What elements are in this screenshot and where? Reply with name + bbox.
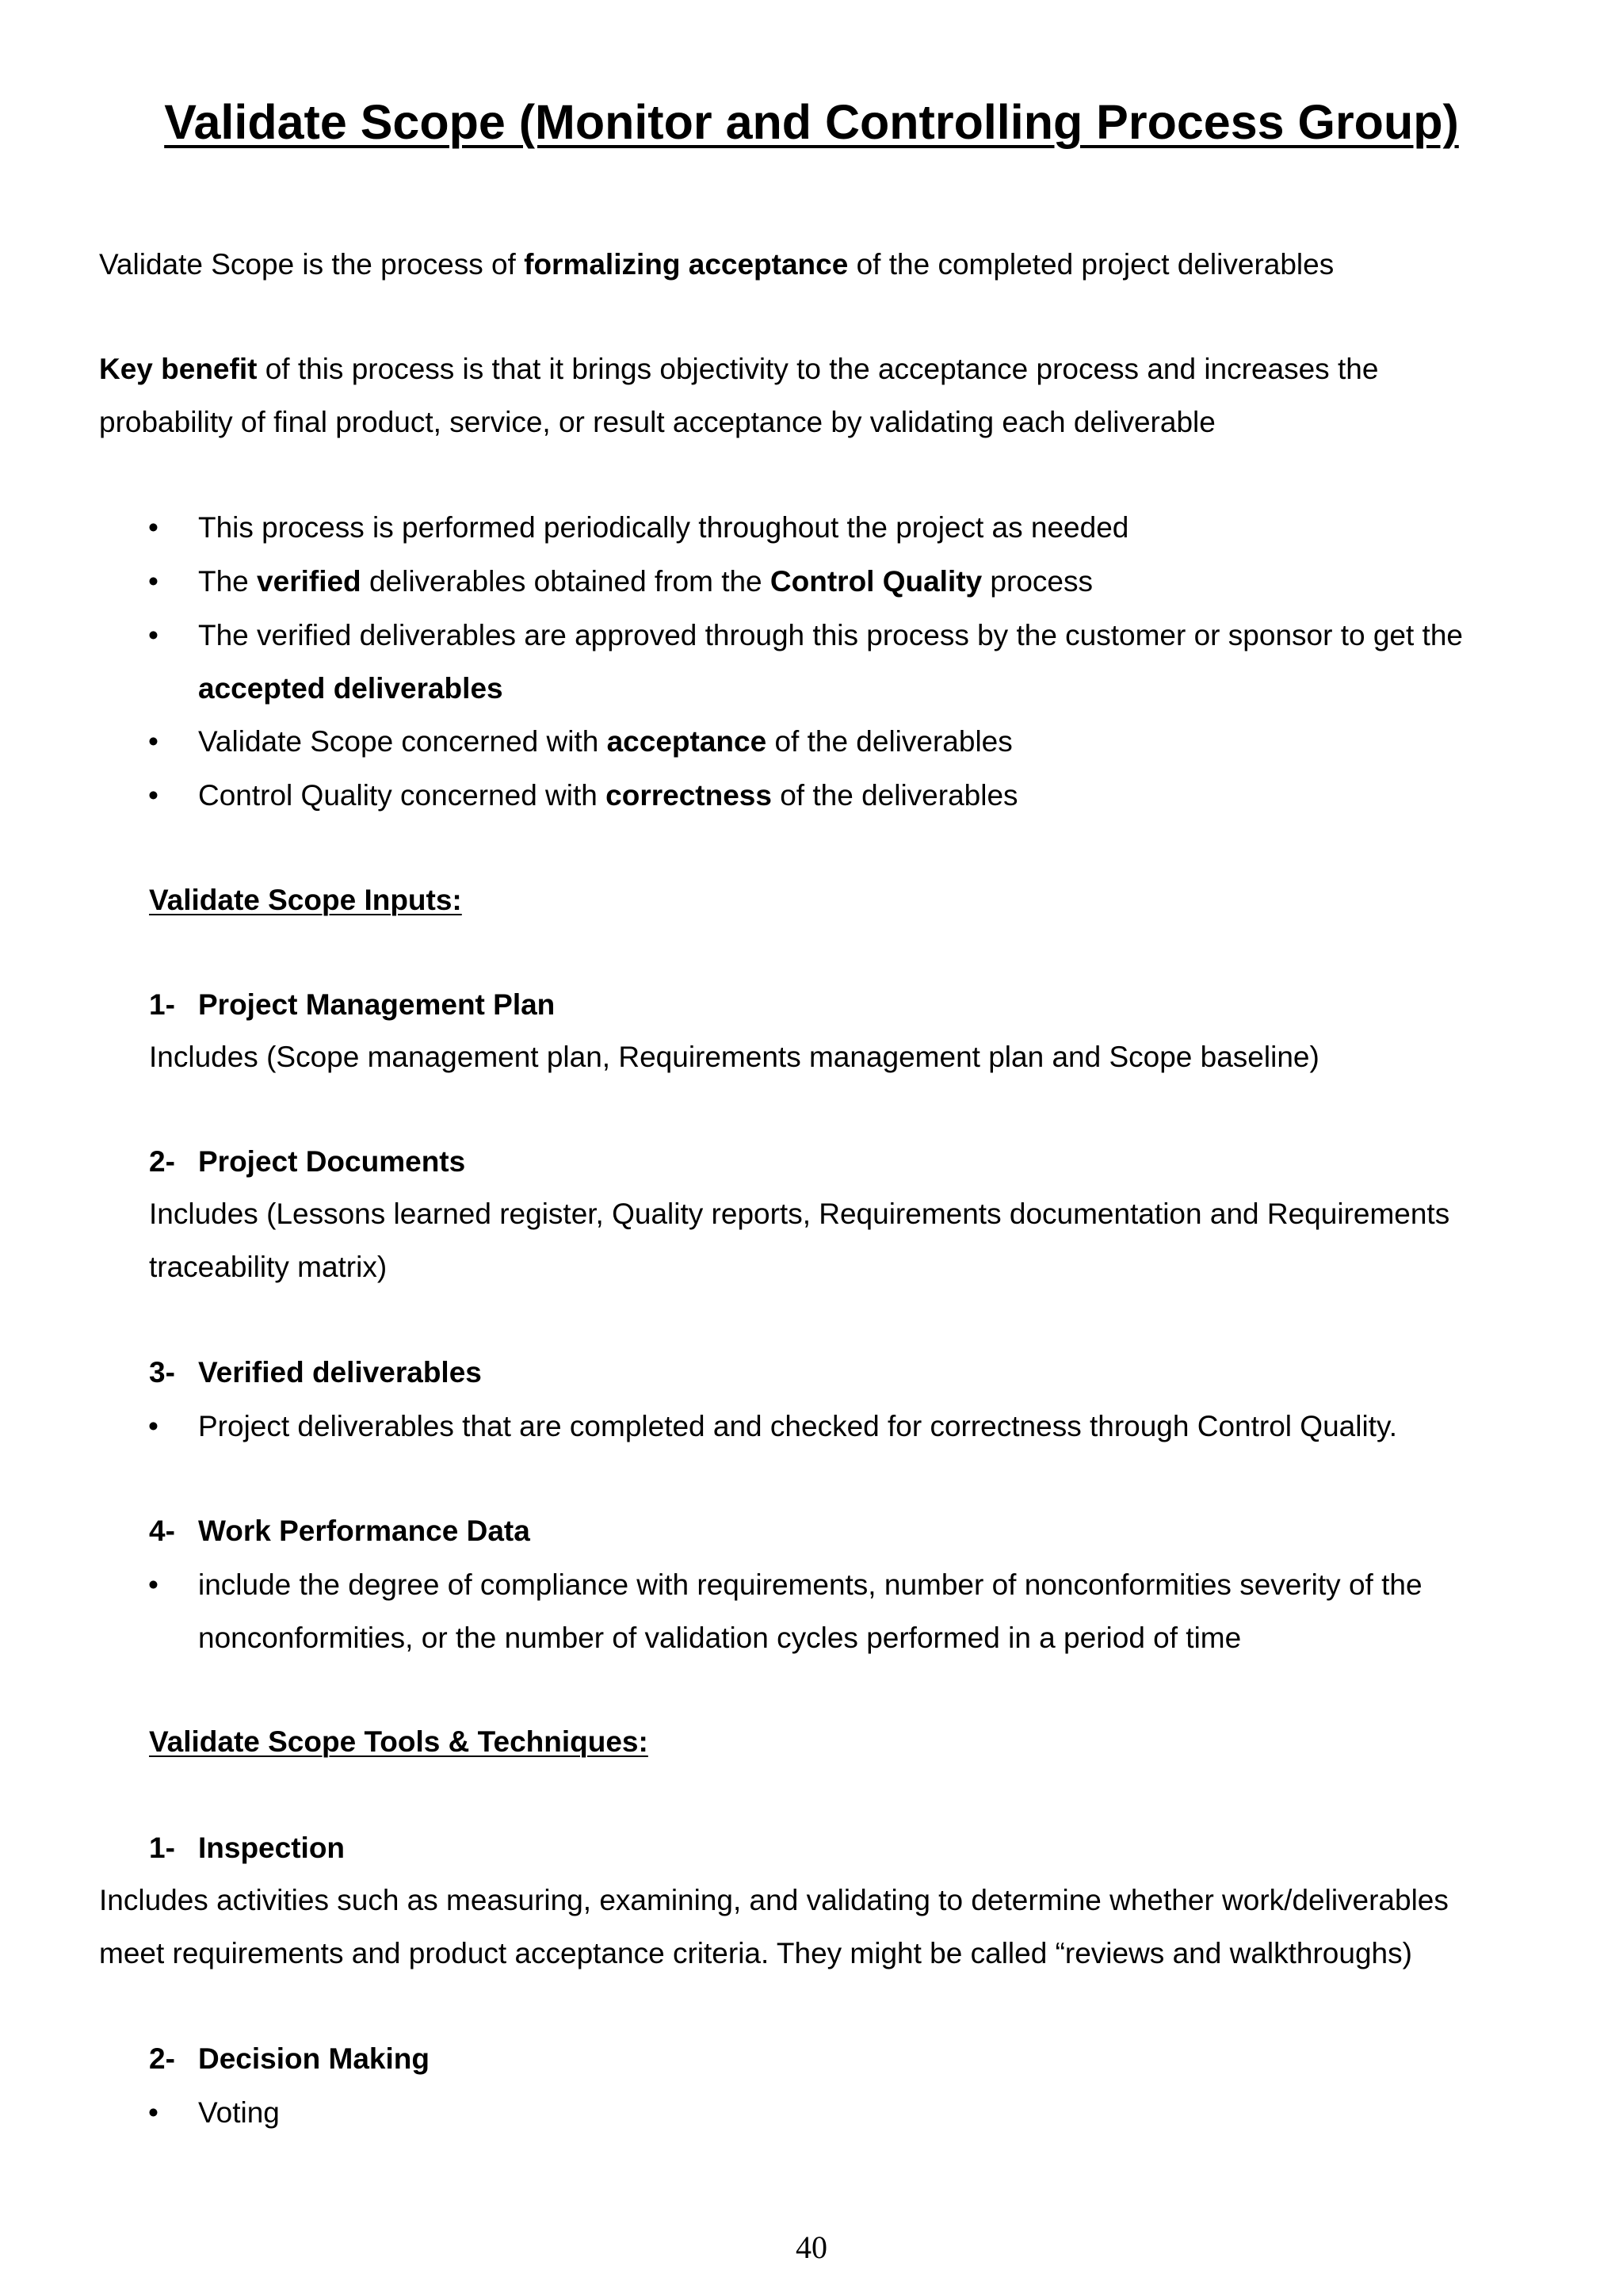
- item-text: Includes (Lessons learned register, Quality reports, Requirements documentation and Requirements traceability matrix): [149, 1198, 1450, 1283]
- bullet-marker: •: [148, 565, 158, 598]
- bullet-item-2: The verified deliverables obtained from the Control Quality process: [198, 565, 1093, 598]
- bullet-marker: •: [148, 511, 158, 544]
- bullet-item-4: Validate Scope concerned with acceptance of the deliverables: [198, 725, 1013, 758]
- item-bullet: include the degree of compliance with requirements, number of nonconformities severity of the nonconformities, or the number of validation cycles performed in a period of time: [198, 1568, 1423, 1654]
- item-number: 4-: [149, 1515, 175, 1547]
- section-heading-inputs: Validate Scope Inputs:: [149, 884, 462, 916]
- item-title: Inspection: [198, 1832, 346, 1864]
- item-number: 2-: [149, 2042, 175, 2075]
- item-bullet: Voting: [198, 2096, 280, 2129]
- item-number: 3-: [149, 1356, 175, 1389]
- item-title: Project Management Plan: [198, 988, 556, 1021]
- item-number: 1-: [149, 1832, 175, 1864]
- item-number: 1-: [149, 988, 175, 1021]
- bullet-marker: •: [148, 2096, 158, 2129]
- item-text: Includes (Scope management plan, Requirements management plan and Scope baseline): [149, 1041, 1319, 1073]
- item-title: Decision Making: [198, 2042, 430, 2075]
- bullet-marker: •: [148, 1568, 158, 1601]
- item-text: Includes activities such as measuring, examining, and validating to determine whether work/deliverables meet requirements and product acceptance criteria. They might be called “reviews and walkthroughs): [99, 1884, 1449, 1969]
- bullet-item-5: Control Quality concerned with correctness of the deliverables: [198, 779, 1018, 812]
- item-title: Project Documents: [198, 1145, 466, 1178]
- item-bullet: Project deliverables that are completed and checked for correctness through Control Quality.: [198, 1410, 1397, 1442]
- bullet-item-1: This process is performed periodically throughout the project as needed: [198, 511, 1129, 544]
- intro-paragraph-1: Validate Scope is the process of formalizing acceptance of the completed project deliverables: [99, 248, 1335, 281]
- item-title: Work Performance Data: [198, 1515, 530, 1547]
- bullet-item-3: The verified deliverables are approved through this process by the customer or sponsor to get the accepted deliverables: [198, 619, 1463, 705]
- section-heading-tools: Validate Scope Tools & Techniques:: [149, 1725, 648, 1758]
- item-title: Verified deliverables: [198, 1356, 482, 1389]
- bullet-marker: •: [148, 779, 158, 812]
- page-number: 40: [796, 2229, 827, 2265]
- bullet-marker: •: [148, 619, 158, 651]
- bullet-marker: •: [148, 1410, 158, 1442]
- bullet-marker: •: [148, 725, 158, 758]
- item-number: 2-: [149, 1145, 175, 1178]
- intro-paragraph-2: Key benefit of this process is that it brings objectivity to the acceptance process and increases the probability of final product, service, or result acceptance by validating each deliverable: [99, 353, 1379, 438]
- page-title: Validate Scope (Monitor and Controlling Process Group): [164, 95, 1459, 149]
